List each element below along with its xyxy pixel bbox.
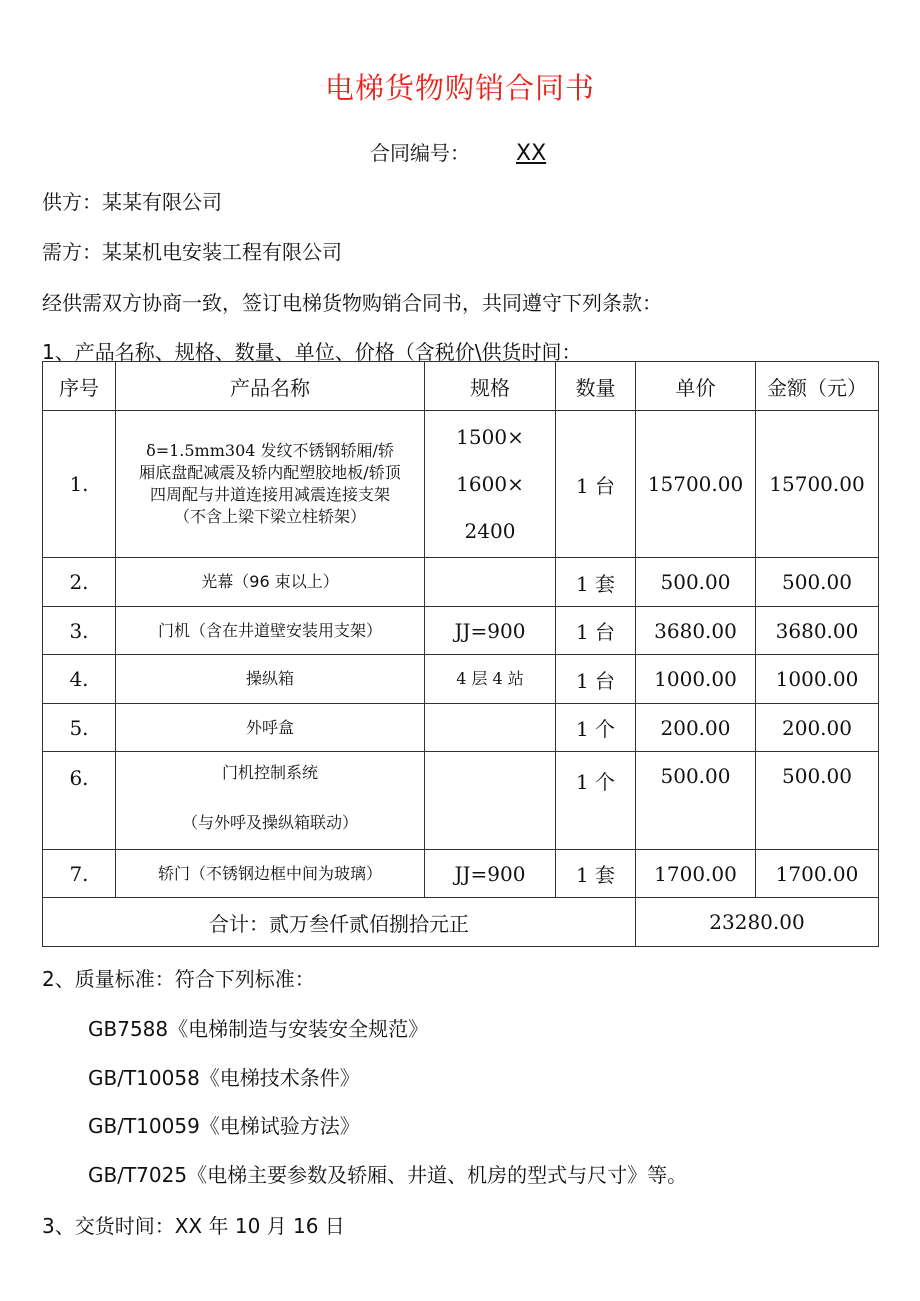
header-spec: 规格 <box>425 362 556 411</box>
row-spec: JJ=900 <box>425 850 556 898</box>
standard-item: GB/T10058《电梯技术条件》 <box>88 1066 360 1090</box>
table-row <box>43 607 879 655</box>
row-amount: 500.00 <box>756 752 879 850</box>
row-name-line: 门机控制系统 <box>221 763 318 782</box>
buyer-line: 需方：某某机电安装工程有限公司 <box>42 240 342 264</box>
row-no: 2. <box>43 558 116 607</box>
row-price: 500.00 <box>636 558 756 607</box>
row-qty: 1 套 <box>556 558 636 607</box>
standard-item: GB/T10059《电梯试验方法》 <box>88 1114 360 1138</box>
total-value: 23280.00 <box>636 898 879 947</box>
row-price: 15700.00 <box>636 411 756 558</box>
document-title: 电梯货物购销合同书 <box>324 71 595 105</box>
supplier-line: 供方：某某有限公司 <box>42 190 222 214</box>
row-qty: 1 台 <box>556 607 636 655</box>
row-price: 200.00 <box>636 704 756 752</box>
table-row <box>43 752 879 850</box>
row-spec <box>425 752 556 850</box>
product-table <box>42 361 879 947</box>
standard-item: GB/T7025《电梯主要参数及轿厢、井道、机房的型式与尺寸》等。 <box>88 1163 688 1187</box>
header-price: 单价 <box>636 362 756 411</box>
row-spec-line: 1500× <box>456 424 524 449</box>
row-price: 1000.00 <box>636 655 756 704</box>
section-3-heading: 3、交货时间：XX 年 10 月 16 日 <box>42 1214 345 1238</box>
row-name: 操纵箱 <box>116 655 425 704</box>
row-no: 5. <box>43 704 116 752</box>
row-name: 门机（含在井道壁安装用支架） <box>116 607 425 655</box>
row-name-line: δ=1.5mm304 发纹不锈钢轿厢/轿 <box>146 441 394 460</box>
table-row <box>43 411 879 558</box>
header-name: 产品名称 <box>116 362 425 411</box>
row-name: 外呼盒 <box>116 704 425 752</box>
row-name: 光幕（96 束以上） <box>116 558 425 607</box>
total-row <box>43 898 879 947</box>
header-no: 序号 <box>43 362 116 411</box>
row-amount: 1700.00 <box>756 850 879 898</box>
row-no: 7. <box>43 850 116 898</box>
row-price: 1700.00 <box>636 850 756 898</box>
table-row <box>43 850 879 898</box>
row-spec <box>425 704 556 752</box>
row-amount: 3680.00 <box>756 607 879 655</box>
row-no: 1. <box>43 411 116 558</box>
row-name <box>116 411 425 558</box>
section-2-heading: 2、质量标准：符合下列标准： <box>42 967 315 991</box>
contract-number-value: XX <box>516 141 547 166</box>
row-name-line: 四周配与井道连接用减震连接支架 <box>149 485 390 504</box>
row-qty: 1 套 <box>556 850 636 898</box>
table-row <box>43 655 879 704</box>
row-price: 3680.00 <box>636 607 756 655</box>
row-spec-line: 1600× <box>456 471 524 496</box>
row-no: 4. <box>43 655 116 704</box>
row-name: 轿门（不锈钢边框中间为玻璃） <box>116 850 425 898</box>
contract-number <box>370 137 546 166</box>
row-spec <box>425 411 556 558</box>
table-header-row <box>43 362 879 411</box>
row-no: 3. <box>43 607 116 655</box>
table-row <box>43 704 879 752</box>
row-amount: 500.00 <box>756 558 879 607</box>
intro-line: 经供需双方协商一致，签订电梯货物购销合同书，共同遵守下列条款： <box>42 291 662 315</box>
total-label: 合计：贰万叁仟贰佰捌拾元正 <box>43 898 636 947</box>
contract-number-label: 合同编号： <box>370 141 470 165</box>
row-amount: 1000.00 <box>756 655 879 704</box>
standard-item: GB7588《电梯制造与安装安全规范》 <box>88 1017 429 1041</box>
row-qty: 1 个 <box>556 752 636 850</box>
row-name-line: （与外呼及操纵箱联动） <box>181 813 358 832</box>
row-name-line: （不含上梁下梁立柱轿架） <box>173 507 366 526</box>
row-spec-line: 2400 <box>464 518 516 543</box>
table-row <box>43 558 879 607</box>
row-qty: 1 个 <box>556 704 636 752</box>
header-qty: 数量 <box>556 362 636 411</box>
row-qty: 1 台 <box>556 655 636 704</box>
row-name-line: 厢底盘配减震及轿内配塑胶地板/轿顶 <box>139 463 401 482</box>
header-amount: 金额（元） <box>756 362 879 411</box>
row-spec: 4 层 4 站 <box>425 655 556 704</box>
row-name <box>116 752 425 850</box>
row-amount: 200.00 <box>756 704 879 752</box>
row-amount: 15700.00 <box>756 411 879 558</box>
row-no: 6. <box>43 752 116 850</box>
section-1-heading: 1、产品名称、规格、数量、单位、价格（含税价\供货时间： <box>42 340 582 364</box>
row-qty: 1 台 <box>556 411 636 558</box>
row-price: 500.00 <box>636 752 756 850</box>
row-spec <box>425 558 556 607</box>
row-spec: JJ=900 <box>425 607 556 655</box>
